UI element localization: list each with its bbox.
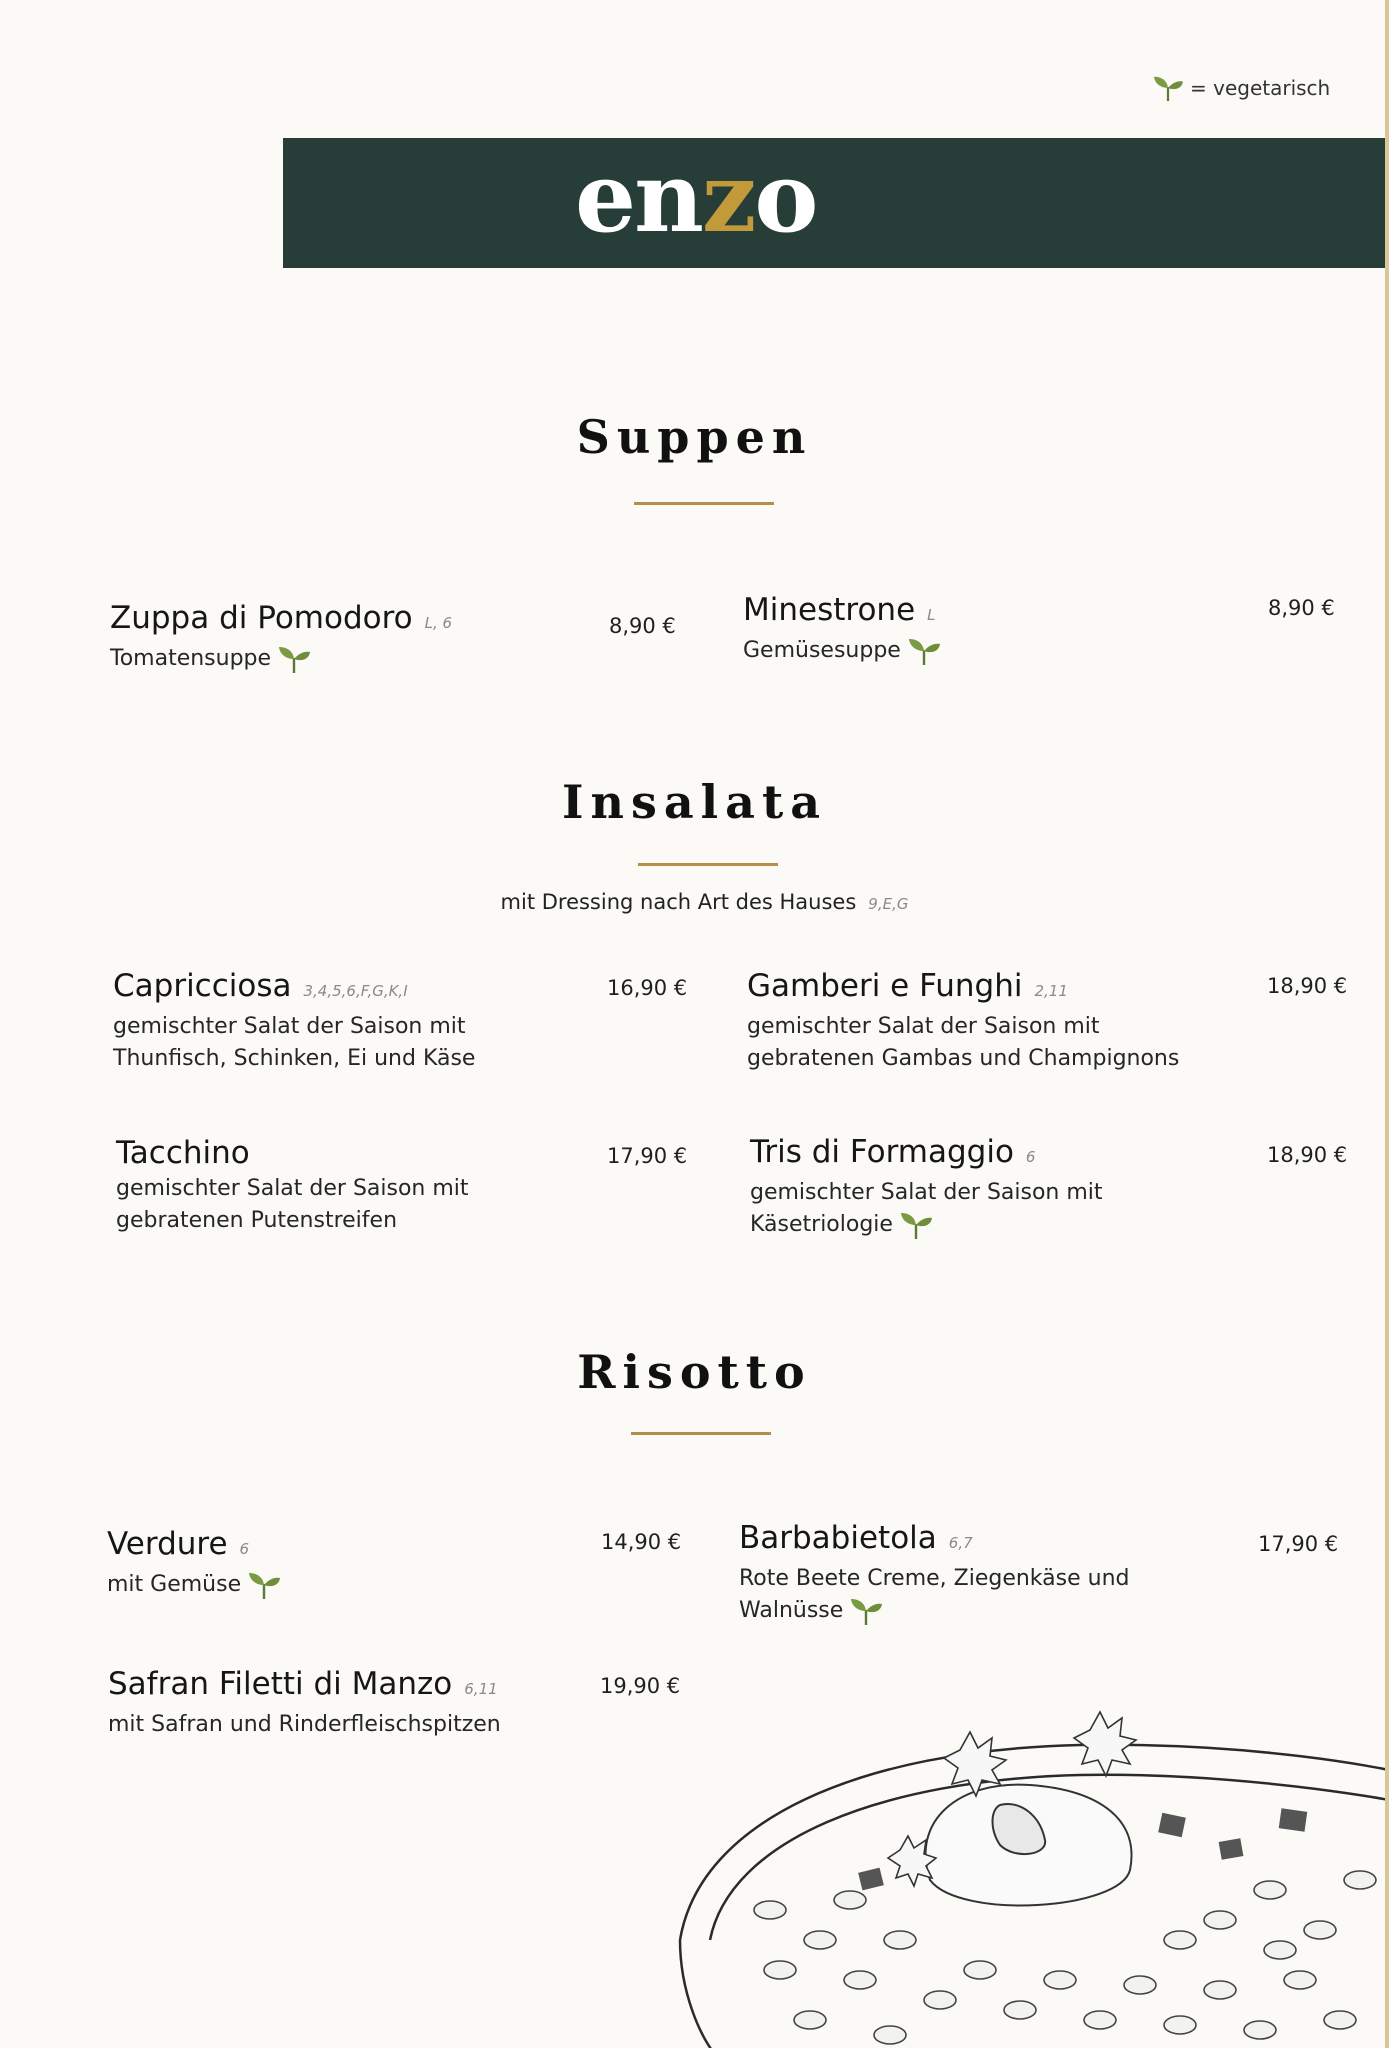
item-price: 8,90 €: [609, 614, 676, 638]
item-price: 17,90 €: [1258, 1532, 1339, 1556]
item-allergens: L, 6: [424, 614, 453, 632]
section-title-risotto: Risotto: [577, 1345, 812, 1399]
item-allergens: 6,11: [464, 1680, 498, 1698]
menu-item: [108, 1664, 501, 1741]
item-description: Walnüsse: [739, 1598, 844, 1623]
item-allergens: L: [927, 606, 936, 624]
vegetarian-legend: [1152, 74, 1330, 102]
item-name: Tacchino: [116, 1135, 250, 1171]
item-allergens: 6,7: [948, 1534, 973, 1552]
item-price: 16,90 €: [607, 976, 688, 1000]
item-description: gebratenen Putenstreifen: [116, 1208, 398, 1233]
item-name: Verdure: [107, 1526, 228, 1562]
item-allergens: 6: [1025, 1148, 1036, 1166]
item-name: Safran Filetti di Manzo: [108, 1666, 453, 1702]
item-description: Rote Beete Creme, Ziegenkäse und: [739, 1566, 1130, 1591]
sprout-icon: [907, 636, 941, 666]
dressing-note: mit Dressing nach Art des Hauses 9,E,G: [500, 890, 909, 914]
item-price: 18,90 €: [1267, 974, 1348, 998]
item-name: Barbabietola: [739, 1520, 937, 1556]
item-description: gebratenen Gambas und Champignons: [747, 1046, 1180, 1071]
item-allergens: 3,4,5,6,F,G,K,I: [303, 982, 408, 1000]
section-divider: [634, 502, 774, 505]
item-name: Gamberi e Funghi: [747, 968, 1023, 1004]
legend-text: = vegetarisch: [1190, 76, 1331, 100]
sprout-icon: [849, 1596, 883, 1626]
item-description: Tomatensuppe: [110, 646, 272, 671]
item-name: Tris di Formaggio: [750, 1134, 1014, 1170]
menu-item: [110, 598, 452, 675]
item-price: 18,90 €: [1267, 1143, 1348, 1167]
menu-item: [107, 1524, 281, 1601]
section-divider: [631, 1432, 771, 1435]
item-description: Thunfisch, Schinken, Ei und Käse: [113, 1046, 476, 1071]
sprout-icon: [899, 1210, 933, 1240]
menu-item: [750, 1132, 1103, 1241]
sprout-icon: [247, 1570, 281, 1600]
item-description: mit Gemüse: [107, 1572, 242, 1597]
section-title-suppen: Suppen: [576, 410, 813, 464]
item-allergens: 2,11: [1034, 982, 1068, 1000]
menu-item: [113, 966, 475, 1075]
item-price: 17,90 €: [607, 1144, 688, 1168]
menu-item: [739, 1518, 1129, 1627]
item-description: mit Safran und Rinderfleischspitzen: [108, 1712, 501, 1737]
item-name: Zuppa di Pomodoro: [110, 600, 413, 636]
risotto-bowl-illustration: [660, 1640, 1385, 2048]
menu-item: [747, 966, 1179, 1075]
item-name: Capricciosa: [113, 968, 292, 1004]
item-price: 8,90 €: [1268, 596, 1335, 620]
item-description: gemischter Salat der Saison mit: [113, 1014, 466, 1039]
item-price: 14,90 €: [601, 1530, 682, 1554]
item-name: Minestrone: [743, 592, 916, 628]
sprout-icon: [277, 644, 311, 674]
item-description: Gemüsesuppe: [743, 638, 901, 663]
menu-item: [116, 1133, 469, 1237]
item-description: gemischter Salat der Saison mit: [747, 1014, 1100, 1039]
item-description: gemischter Salat der Saison mit: [750, 1180, 1103, 1205]
section-title-insalata: Insalata: [562, 775, 827, 829]
item-price: 19,90 €: [600, 1674, 681, 1698]
item-description: Käsetriologie: [750, 1212, 893, 1237]
menu-item: [743, 590, 941, 667]
item-allergens: 6: [239, 1540, 250, 1558]
section-divider: [638, 863, 778, 866]
brand-banner: [283, 138, 1385, 268]
sprout-icon: [1152, 74, 1184, 102]
item-description: gemischter Salat der Saison mit: [116, 1176, 469, 1201]
enzo-logo: enzo: [575, 141, 817, 254]
